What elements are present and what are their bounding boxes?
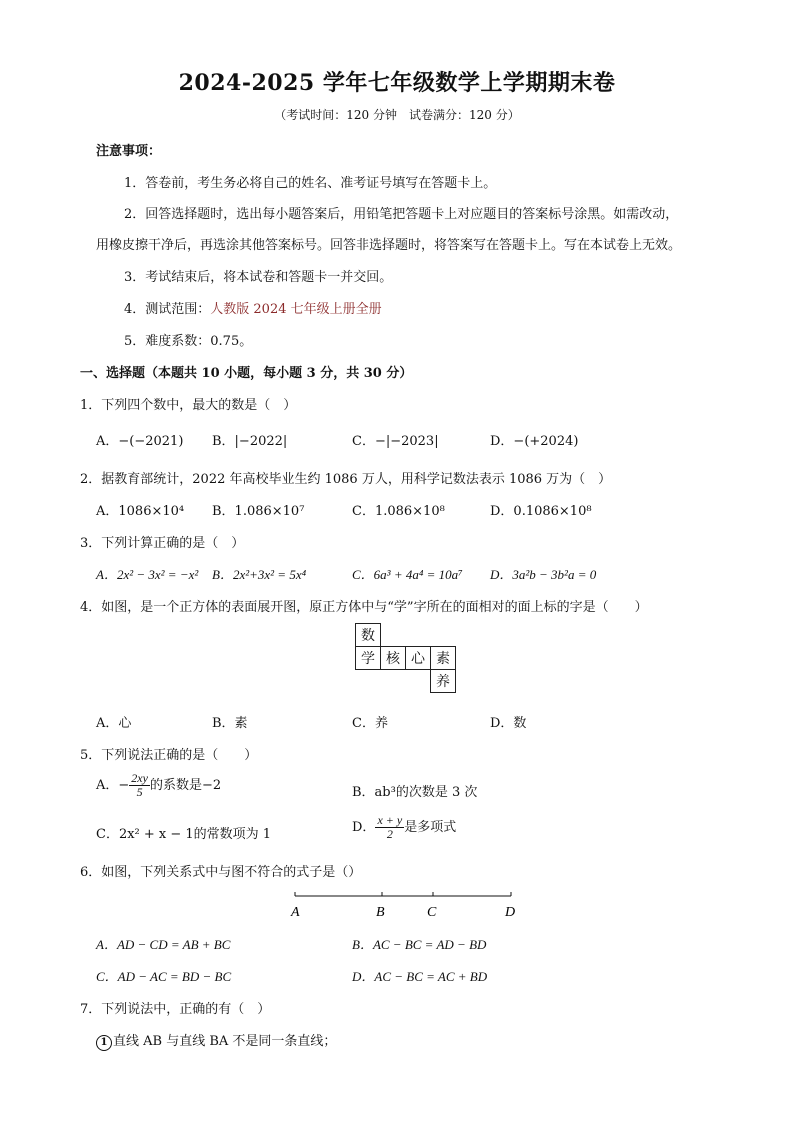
line-segment-diagram bbox=[285, 888, 525, 922]
fraction-denominator: 5 bbox=[136, 785, 143, 800]
q2-option-b: B．1.086×10⁷ bbox=[212, 504, 305, 519]
fraction bbox=[129, 772, 150, 799]
q4-option-b: B．素 bbox=[212, 716, 248, 731]
q5-d-label: D． bbox=[352, 820, 376, 836]
q3-option-c: C．6a³ + 4a⁴ = 10a⁷ bbox=[352, 567, 463, 582]
q2-option-d: D．0.1086×10⁸ bbox=[490, 504, 592, 519]
net-face: 心 bbox=[406, 647, 431, 670]
q1-option-c: C．−|−2023| bbox=[352, 434, 439, 449]
notice-item: 用橡皮擦干净后，再选涂其他答案标号。回答非选择题时，将答案写在答题卡上。写在本试卷上无效。 bbox=[96, 238, 682, 253]
fraction-numerator: x + y bbox=[377, 813, 403, 827]
q3-option-b: B．2x²+3x² = 5x⁴ bbox=[212, 567, 307, 582]
question-5-stem: 5．下列说法正确的是（ ） bbox=[80, 748, 258, 763]
point-a-label: A bbox=[291, 905, 300, 920]
q5-d-text: 是多项式 bbox=[404, 820, 457, 836]
q7-item-1-text: 直线 AB 与直线 BA 不是同一条直线； bbox=[113, 1034, 337, 1049]
question-1-stem: 1．下列四个数中，最大的数是（ ） bbox=[80, 398, 297, 413]
section-heading: 一、选择题（本题共 10 小题，每小题 3 分，共 30 分） bbox=[80, 366, 413, 381]
q5-option-d bbox=[352, 814, 456, 841]
q2-option-c: C．1.086×10⁸ bbox=[352, 504, 445, 519]
q4-option-a: A．心 bbox=[96, 716, 132, 731]
question-7-stem: 7．下列说法中，正确的有（ ） bbox=[80, 1002, 271, 1017]
net-face: 学 bbox=[356, 647, 381, 670]
point-b-label: B bbox=[376, 905, 385, 920]
q7-item-1 bbox=[96, 1030, 336, 1051]
point-d-label: D bbox=[505, 905, 516, 920]
circled-number: 1 bbox=[96, 1035, 112, 1051]
q3-option-a: A．2x² − 3x² = −x² bbox=[96, 567, 199, 582]
q3-option-d: D．3a²b − 3b²a = 0 bbox=[490, 567, 597, 582]
notice-item: 1．答卷前，考生务必将自己的姓名、准考证号填写在答题卡上。 bbox=[124, 176, 497, 191]
q5-option-a bbox=[96, 772, 221, 799]
net-face: 养 bbox=[431, 670, 456, 693]
scope-value: 人教版 2024 七年级上册全册 bbox=[210, 302, 382, 317]
question-2-stem: 2．据教育部统计，2022 年高校毕业生约 1086 万人，用科学记数法表示 1086 万为（ ） bbox=[80, 472, 612, 487]
question-3-stem: 3．下列计算正确的是（ ） bbox=[80, 536, 245, 551]
q6-option-c: C．AD − AC = BD − BC bbox=[96, 969, 232, 984]
fraction bbox=[375, 814, 404, 841]
cube-net-diagram bbox=[355, 623, 456, 693]
q6-option-a: A．AD − CD = AB + BC bbox=[96, 937, 231, 952]
q2-option-a: A．1086×10⁴ bbox=[96, 504, 185, 519]
scope-label: 4．测试范围： bbox=[124, 302, 211, 317]
q6-option-d: D．AC − BC = AC + BD bbox=[352, 969, 488, 984]
fraction-denominator: 2 bbox=[386, 827, 393, 842]
q6-option-b: B．AC − BC = AD − BD bbox=[352, 937, 487, 952]
net-face: 核 bbox=[381, 647, 406, 670]
notice-item: 2．回答选择题时，选出每小题答案后，用铅笔把答题卡上对应题目的答案标号涂黑。如需改动， bbox=[124, 207, 679, 222]
q5-option-b: B．ab³的次数是 3 次 bbox=[352, 785, 478, 800]
q5-a-text: 的系数是−2 bbox=[149, 778, 222, 794]
fraction-numerator: 2xy bbox=[131, 771, 148, 785]
notice-item-scope bbox=[124, 298, 382, 317]
q5-option-c: C．2x² + x − 1的常数项为 1 bbox=[96, 827, 272, 842]
notice-item: 3．考试结束后，将本试卷和答题卡一并交回。 bbox=[124, 270, 393, 285]
point-c-label: C bbox=[427, 905, 437, 920]
q5-a-label: A．− bbox=[96, 778, 130, 794]
q1-option-d: D．−(+2024) bbox=[490, 434, 579, 449]
notice-heading: 注意事项： bbox=[96, 144, 162, 159]
net-face: 素 bbox=[431, 647, 456, 670]
net-face: 数 bbox=[356, 624, 381, 647]
q1-option-b: B．|−2022| bbox=[212, 434, 288, 449]
notice-item-difficulty: 5．难度系数：0.75。 bbox=[124, 334, 253, 349]
exam-title: 2024-2025 学年七年级数学上学期期末卷 bbox=[178, 70, 616, 96]
question-4-stem: 4．如图，是一个正方体的表面展开图，原正方体中与“学”字所在的面相对的面上标的字是（ ） bbox=[80, 600, 648, 615]
q4-option-d: D．数 bbox=[490, 716, 527, 731]
q4-option-c: C．养 bbox=[352, 716, 388, 731]
exam-subtitle: （考试时间：120 分钟 试卷满分：120 分） bbox=[274, 108, 520, 122]
q1-option-a: A．−(−2021) bbox=[96, 434, 184, 449]
question-6-stem: 6．如图，下列关系式中与图不符合的式子是（） bbox=[80, 865, 362, 880]
